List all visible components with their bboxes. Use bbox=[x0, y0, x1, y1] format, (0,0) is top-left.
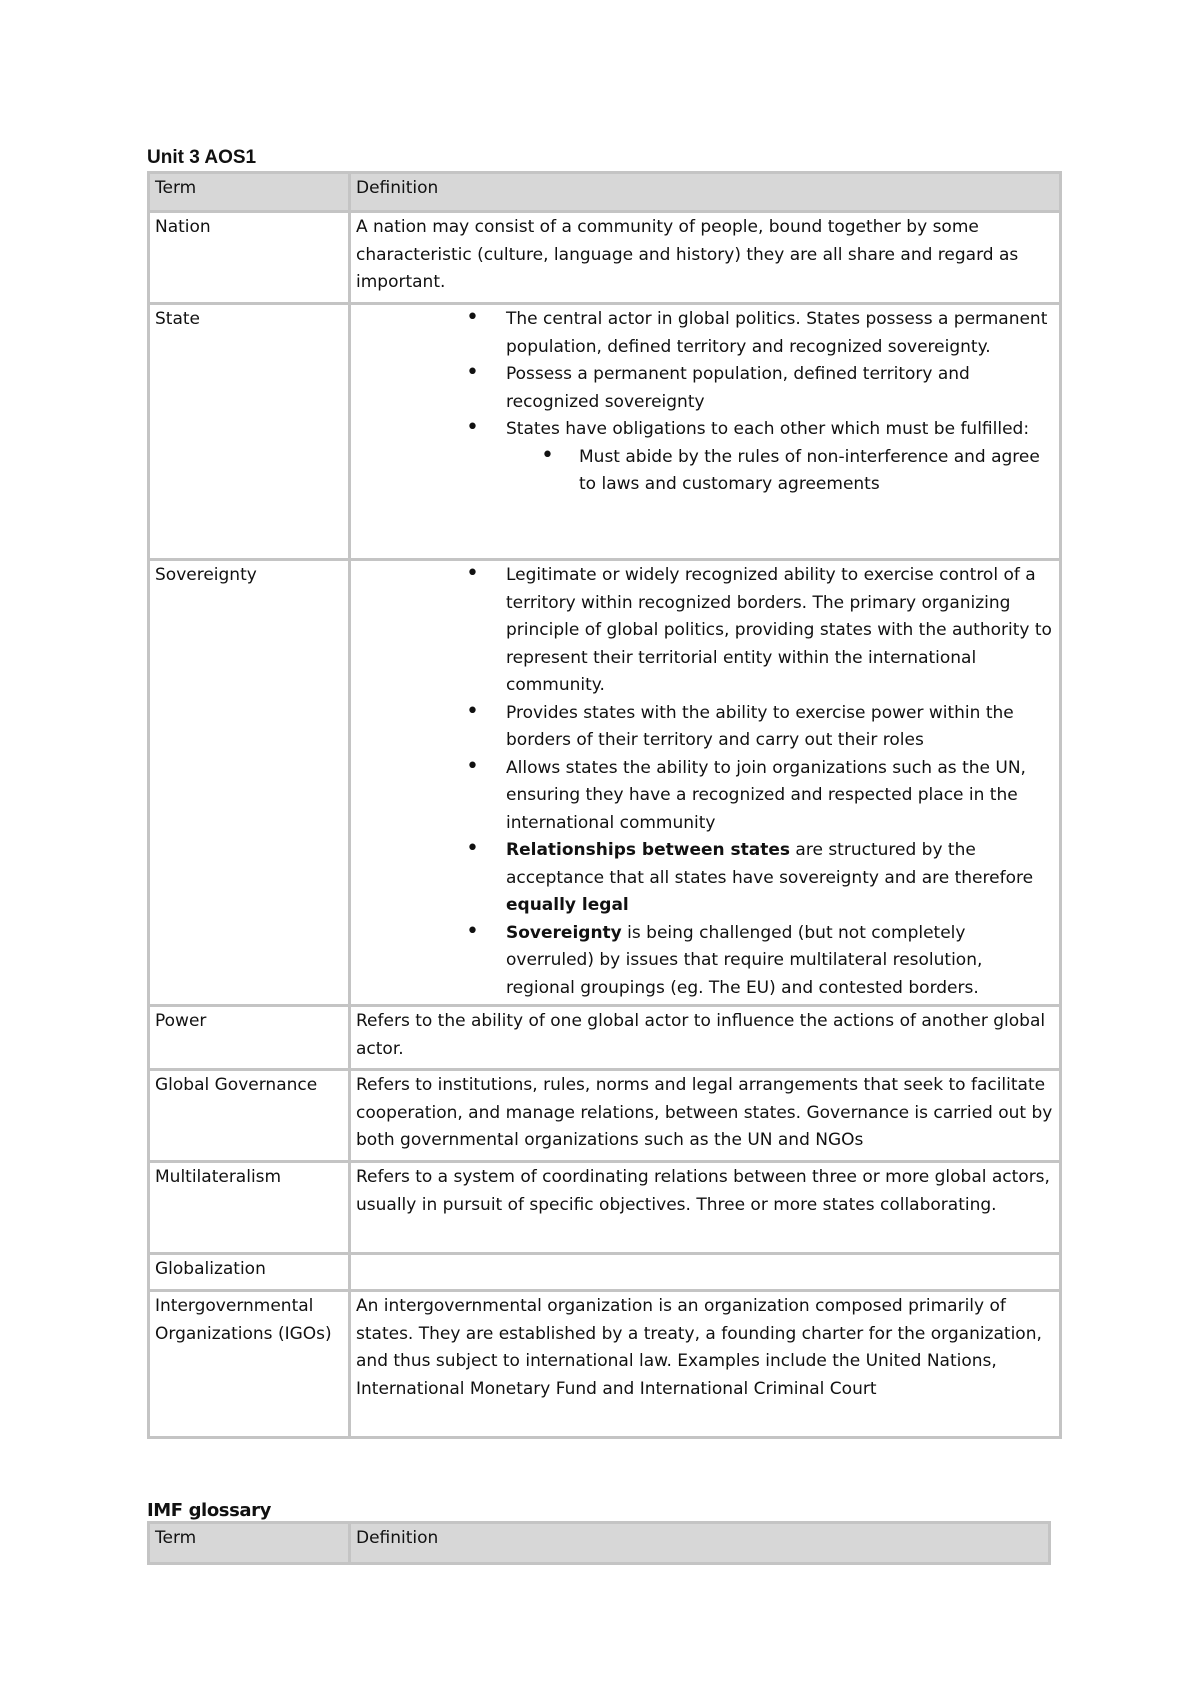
table-row bbox=[149, 560, 1061, 1006]
term-cell: Global Governance bbox=[149, 1070, 350, 1162]
term-cell: Intergovernmental Organizations (IGOs) bbox=[149, 1291, 350, 1438]
term-cell: Globalization bbox=[149, 1254, 350, 1291]
bold-text: equally legal bbox=[506, 895, 629, 915]
definition-cell bbox=[350, 304, 1061, 560]
table-row bbox=[149, 304, 1061, 560]
definition-cell bbox=[350, 1254, 1061, 1291]
list-item-text: States have obligations to each other which must be fulfilled: bbox=[506, 419, 1030, 439]
table-row bbox=[149, 212, 1061, 304]
sub-bullet-list bbox=[506, 444, 1054, 499]
definition-cell: A nation may consist of a community of people, bound together by some characteristic (culture, language and history) they are all share and regard as important. bbox=[350, 212, 1061, 304]
list-item: • Provides states with the ability to exercise power within the borders of their territory and carry out their roles bbox=[506, 700, 1054, 755]
definition-cell: An intergovernmental organization is an organization composed primarily of states. They are established by a treaty, a founding charter for the organization, and thus subject to international law. Examples include the United Nations, International Monetary Fund and International Criminal Court bbox=[350, 1291, 1061, 1438]
definition-cell bbox=[350, 560, 1061, 1006]
glossary-table-imf bbox=[147, 1521, 1051, 1565]
bullet-list bbox=[356, 306, 1054, 499]
definition-cell: Refers to a system of coordinating relations between three or more global actors, usually in pursuit of specific objectives. Three or more states collaborating. bbox=[350, 1162, 1061, 1254]
list-item: • Must abide by the rules of non-interference and agree to laws and customary agreements bbox=[579, 444, 1054, 499]
definition-cell: Refers to institutions, rules, norms and legal arrangements that seek to facilitate cooperation, and manage relations, between states. Governance is carried out by both governmental organizations such as the UN and NGOs bbox=[350, 1070, 1061, 1162]
list-item-text: are structured by the acceptance that all states have sovereignty and are therefore bbox=[506, 840, 1034, 888]
term-cell: Multilateralism bbox=[149, 1162, 350, 1254]
glossary-table-unit3 bbox=[147, 171, 1062, 1439]
header-term: Term bbox=[149, 173, 350, 212]
term-cell: Power bbox=[149, 1006, 350, 1070]
header-term: Term bbox=[149, 1523, 350, 1564]
term-cell: State bbox=[149, 304, 350, 560]
list-item bbox=[506, 837, 1054, 920]
term-cell: Nation bbox=[149, 212, 350, 304]
bold-text: Relationships between states bbox=[506, 840, 791, 860]
table-header-row bbox=[149, 1523, 1050, 1564]
list-item bbox=[506, 416, 1054, 499]
table-row bbox=[149, 1291, 1061, 1438]
term-cell: Sovereignty bbox=[149, 560, 350, 1006]
definition-cell: Refers to the ability of one global actor to influence the actions of another global actor. bbox=[350, 1006, 1061, 1070]
bullet-list bbox=[356, 562, 1054, 1002]
list-item bbox=[506, 920, 1054, 1003]
header-definition: Definition bbox=[350, 1523, 1050, 1564]
section-title-imf-glossary: IMF glossary bbox=[147, 1500, 271, 1521]
list-item: • Legitimate or widely recognized ability to exercise control of a territory within recognized borders. The primary organizing principle of global politics, providing states with the authority to represent their territorial entity within the international community. bbox=[506, 562, 1054, 700]
table-row bbox=[149, 1254, 1061, 1291]
header-definition: Definition bbox=[350, 173, 1061, 212]
section-title-unit3: Unit 3 AOS1 bbox=[147, 147, 257, 168]
table-row bbox=[149, 1162, 1061, 1254]
table-row bbox=[149, 1070, 1061, 1162]
table-header-row bbox=[149, 173, 1061, 212]
bold-text: Sovereignty bbox=[506, 922, 622, 943]
table-row bbox=[149, 1006, 1061, 1070]
list-item: • Allows states the ability to join organizations such as the UN, ensuring they have a recognized and respected place in the international community bbox=[506, 755, 1054, 838]
list-item: • The central actor in global politics. States possess a permanent population, defined territory and recognized sovereignty. bbox=[506, 306, 1054, 361]
list-item-text: is being challenged (but not completely overruled) by issues that require multilateral resolution, regional groupings (eg. The EU) and contested borders. bbox=[506, 922, 983, 998]
list-item: • Possess a permanent population, defined territory and recognized sovereignty bbox=[506, 361, 1054, 416]
